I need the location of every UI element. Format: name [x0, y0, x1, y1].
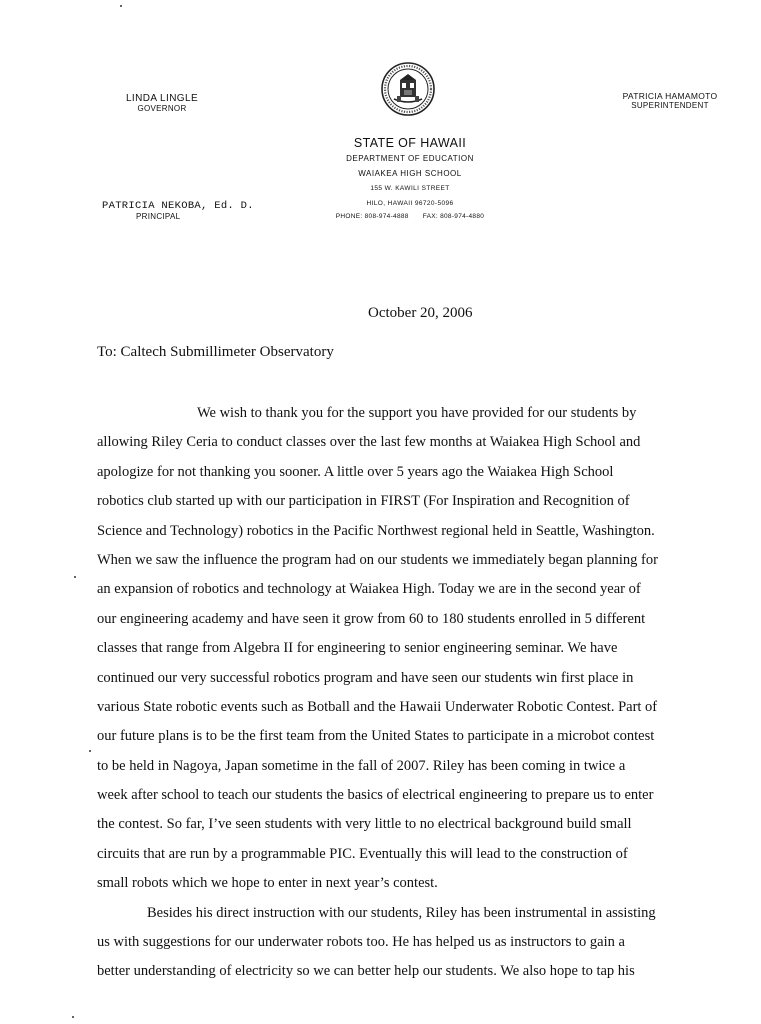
phone-number: PHONE: 808-974-4888: [335, 213, 409, 220]
principal-name: PATRICIA NEKOBA, Ed. D.: [102, 200, 254, 212]
scan-speck: [74, 576, 76, 578]
body-line: the contest. So far, I’ve seen students with very little to no electrical background build small: [97, 816, 632, 833]
body-line: better understanding of electricity so we can better help our students. We also hope to tap his: [97, 963, 635, 980]
scan-speck: [120, 5, 122, 7]
letter-date: October 20, 2006: [368, 305, 473, 321]
body-line: our future plans is to be the first team from the United States to participate in a microbot contest: [97, 728, 655, 745]
body-line: continued our very successful robotics program and have seen our students win first place in: [97, 669, 634, 686]
body-line: Besides his direct instruction with our students, Riley has been instrumental in assisting: [147, 904, 656, 921]
body-line: When we saw the influence the program had on our students we immediately began planning for: [97, 551, 658, 568]
governor-title: GOVERNOR: [137, 104, 187, 113]
scan-speck: [89, 750, 91, 752]
body-line: Science and Technology) robotics in the Pacific Northwest regional held in Seattle, Washington.: [97, 522, 655, 539]
city-address: HILO, HAWAII 96720-5096: [366, 200, 454, 207]
body-line: various State robotic events such as Botball and the Hawaii Underwater Robotic Contest. Part of: [97, 698, 658, 715]
department-name: DEPARTMENT OF EDUCATION: [346, 154, 474, 163]
letter-body: [97, 400, 757, 988]
governor-name: LINDA LINGLE: [125, 93, 199, 104]
principal-title: PRINCIPAL: [136, 212, 181, 221]
state-seal-icon: [380, 61, 436, 117]
fax-number: FAX: 808-974-4880: [422, 213, 485, 220]
body-line: classes that range from Algebra II for engineering to senior engineering seminar. We have: [97, 640, 618, 657]
state-title: STATE OF HAWAII: [353, 136, 467, 150]
scan-speck: [72, 1016, 74, 1018]
body-line: small robots which we hope to enter in next year’s contest.: [97, 875, 438, 892]
school-name: WAIAKEA HIGH SCHOOL: [358, 169, 462, 178]
body-line: circuits that are run by a programmable PIC. Eventually this will lead to the construction of: [97, 845, 628, 862]
principal-block: [102, 200, 272, 221]
superintendent-name: PATRICIA HAMAMOTO: [622, 91, 718, 101]
street-address: 155 W. KAWILI STREET: [370, 185, 450, 192]
contact-row: [300, 211, 520, 223]
body-line: to be held in Nagoya, Japan sometime in the fall of 2007. Riley has been coming in twice a: [97, 757, 626, 774]
body-line: allowing Riley Ceria to conduct classes over the last few months at Waiakea High School and: [97, 434, 641, 451]
body-line: apologize for not thanking you sooner. A little over 5 years ago the Waiakea High School: [97, 463, 614, 480]
body-line: robotics club started up with our participation in FIRST (For Inspiration and Recognition of: [97, 493, 630, 510]
recipient-line: To: Caltech Submillimeter Observatory: [97, 344, 334, 360]
body-line: week after school to teach our students the basics of electrical engineering to prepare us to enter: [97, 787, 654, 804]
body-line: We wish to thank you for the support you have provided for our students by: [197, 405, 637, 421]
body-line: our engineering academy and have seen it grow from 60 to 180 students enrolled in 5 different: [97, 610, 646, 627]
superintendent-title: SUPERINTENDENT: [631, 101, 709, 110]
governor-block: [112, 93, 212, 113]
letterhead-center: [300, 135, 520, 223]
body-line: an expansion of robotics and technology at Waiakea High. Today we are in the second year of: [97, 581, 641, 598]
body-line: us with suggestions for our underwater robots too. He has helped us as instructors to gain a: [97, 934, 625, 951]
superintendent-block: [612, 91, 728, 110]
